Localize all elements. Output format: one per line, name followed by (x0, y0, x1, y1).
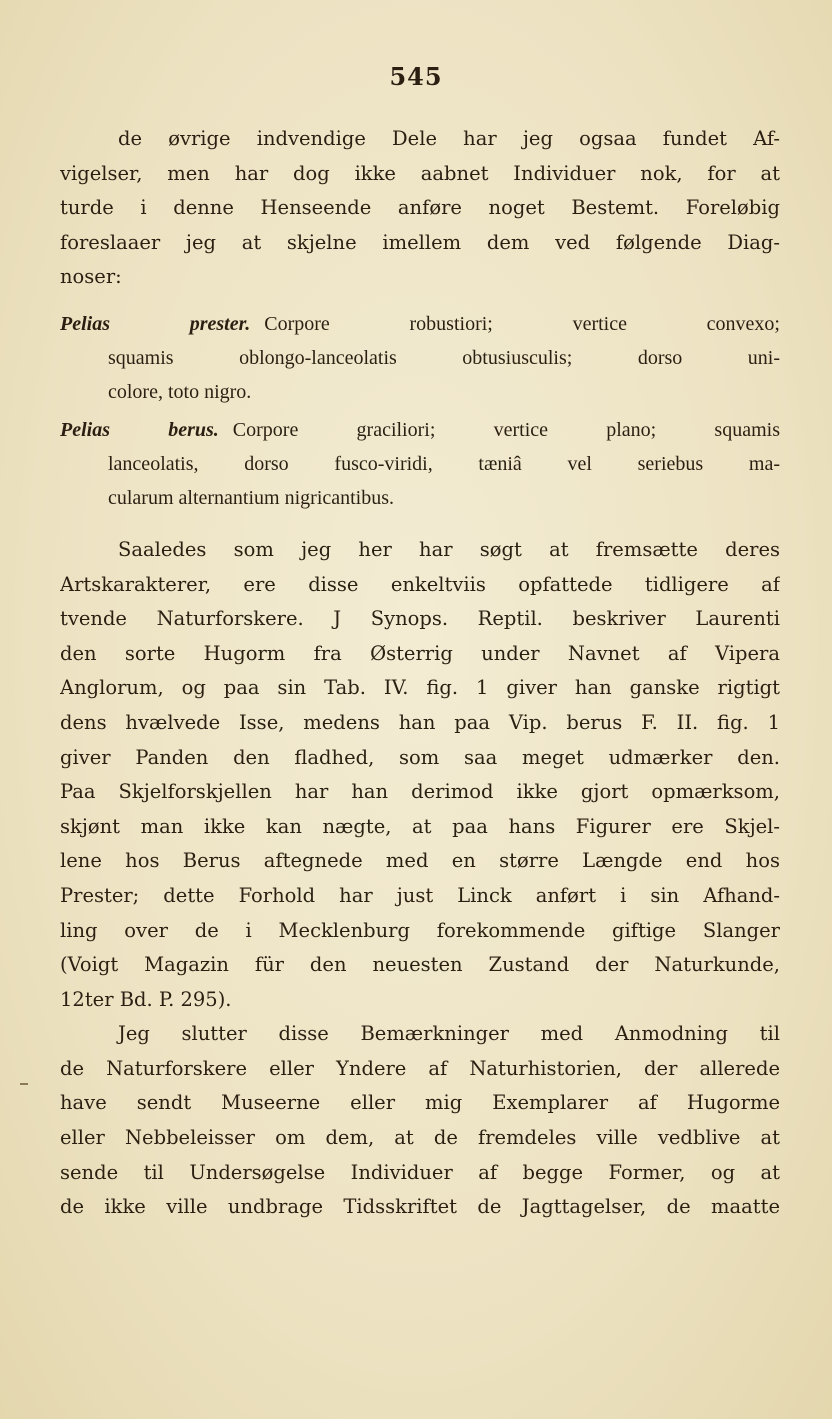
text-line: vigelser, men har dog ikke aabnet Individuer nok, for at (60, 161, 780, 185)
diagnosis-text: cularum alternantium nigricantibus. (108, 486, 395, 509)
diagnosis-text: lanceolatis, dorso fusco-viridi, tæniâ vel seriebus ma- (108, 452, 780, 475)
text-line: turde i denne Henseende anføre noget Bestemt. Foreløbig (60, 196, 780, 220)
text-line: den sorte Hugorm fra Østerrig under Navnet af Vipera (60, 641, 780, 665)
text-line: lene hos Berus aftegnede med en større Længde end hos (60, 849, 780, 873)
text-line: ling over de i Mecklenburg forekommende giftige Slanger (60, 918, 780, 942)
species-name: Pelias prester. (60, 312, 251, 335)
text-line: de Naturforskere eller Yndere af Naturhistorien, der allerede (60, 1056, 780, 1080)
text-line: Saaledes som jeg her har søgt at fremsætte deres (118, 537, 780, 561)
diagnosis-text: colore, toto nigro. (108, 380, 252, 403)
diagnosis-text: squamis oblongo-lanceolatis obtusiusculis; dorso uni- (108, 346, 780, 369)
diagnosis-pelias-berus (60, 413, 780, 515)
text-line: have sendt Museerne eller mig Exemplarer af Hugorme (60, 1091, 780, 1115)
diagnoses (60, 307, 780, 515)
diagnosis-text: Corpore graciliori; vertice plano; squamis (232, 418, 780, 441)
text-line: (Voigt Magazin für den neuesten Zustand der Naturkunde, (60, 953, 780, 977)
page-body (60, 122, 780, 1225)
paragraph-3 (60, 1017, 780, 1225)
diagnosis-text: Corpore robustiori; vertice convexo; (264, 312, 780, 335)
text-line: noser: (60, 265, 122, 289)
text-line: dens hvælvede Isse, medens han paa Vip. berus F. II. fig. 1 (60, 710, 780, 734)
page-number: 545 (389, 62, 443, 91)
text-line: Anglorum, og paa sin Tab. IV. fig. 1 giver han ganske rigtigt (60, 676, 780, 700)
text-line: de ikke ville undbrage Tidsskriftet de Jagttagelser, de maatte (60, 1195, 780, 1219)
text-line: foreslaaer jeg at skjelne imellem dem ved følgende Diag- (60, 230, 780, 254)
text-line: 12ter Bd. P. 295). (60, 987, 232, 1011)
text-line: de øvrige indvendige Dele har jeg ogsaa fundet Af- (118, 127, 780, 150)
text-line: tvende Naturforskere. J Synops. Reptil. beskriver Laurenti (60, 607, 780, 631)
text-line: Artskarakterer, ere disse enkeltviis opfattede tidligere af (60, 572, 780, 596)
text-line: Paa Skjelforskjellen har han derimod ikke gjort opmærksom, (60, 780, 780, 804)
text-line: sende til Undersøgelse Individuer af begge Former, og at (60, 1160, 780, 1184)
text-line: Jeg slutter disse Bemærkninger med Anmodning til (118, 1022, 780, 1046)
text-line: Prester; dette Forhold har just Linck anført i sin Afhand- (60, 883, 780, 907)
species-name: Pelias berus. (60, 418, 219, 441)
paragraph-1 (60, 122, 780, 295)
text-line: skjønt man ikke kan nægte, at paa hans Figurer ere Skjel- (60, 814, 780, 838)
text-line: giver Panden den fladhed, som saa meget udmærker den. (60, 745, 780, 769)
paragraph-2 (60, 533, 780, 1017)
margin-mark (20, 1083, 28, 1085)
diagnosis-pelias-prester (60, 307, 780, 409)
text-line: eller Nebbeleisser om dem, at de fremdeles ville vedblive at (60, 1126, 780, 1150)
